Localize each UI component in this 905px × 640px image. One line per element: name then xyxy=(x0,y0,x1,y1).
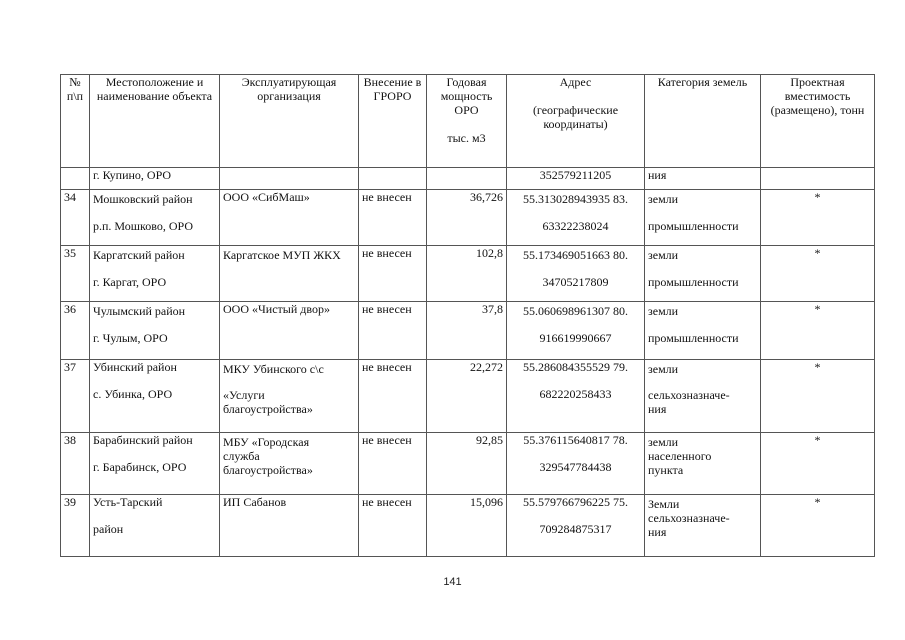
location-settlement: район xyxy=(93,522,124,536)
table-row xyxy=(61,246,875,302)
header-capacity-title: Годовая мощность ОРО xyxy=(440,75,493,117)
cell-location xyxy=(90,246,220,302)
header-num: № п\п xyxy=(61,75,90,168)
land-line-2: промышленности xyxy=(648,331,739,345)
location-settlement: г. Каргат, ОРО xyxy=(93,275,167,289)
cell-num: 37 xyxy=(61,360,90,433)
cell-num xyxy=(61,168,90,190)
cell-design: * xyxy=(761,302,875,360)
cell-land: ния xyxy=(645,168,761,190)
location-district: Чулымский район xyxy=(93,304,186,318)
cell-address: 352579211205 xyxy=(507,168,645,190)
address-lon: 63322238024 xyxy=(542,219,609,233)
header-operator: Эксплуатирующая организация xyxy=(220,75,359,168)
address-lat: 55.286084355529 79. xyxy=(523,360,628,374)
address-lon: 682220258433 xyxy=(539,387,612,401)
cell-design: * xyxy=(761,190,875,246)
location-settlement: р.п. Мошково, ОРО xyxy=(93,219,193,233)
cell-num: 35 xyxy=(61,246,90,302)
operator-line-2: «Услуги благоустройства» xyxy=(223,388,313,416)
header-location: Местоположение и наименование объекта xyxy=(90,75,220,168)
cell-operator: ИП Сабанов xyxy=(220,495,359,557)
cell-num: 38 xyxy=(61,433,90,495)
location-settlement: г. Барабинск, ОРО xyxy=(93,460,187,474)
cell-capacity xyxy=(427,168,507,190)
cell-operator: ООО «Чистый двор» xyxy=(220,302,359,360)
table-row xyxy=(61,302,875,360)
address-lon: 709284875317 xyxy=(539,522,612,536)
cell-num: 36 xyxy=(61,302,90,360)
cell-address xyxy=(507,190,645,246)
cell-land xyxy=(645,190,761,246)
cell-address xyxy=(507,246,645,302)
cell-operator xyxy=(220,168,359,190)
land-line-1: земли xyxy=(648,192,679,206)
land-line-1: земли xyxy=(648,248,679,262)
cell-location xyxy=(90,495,220,557)
cell-location xyxy=(90,190,220,246)
address-lat: 55.313028943935 83. xyxy=(523,192,628,206)
cell-capacity: 36,726 xyxy=(427,190,507,246)
cell-capacity: 92,85 xyxy=(427,433,507,495)
cell-registry: не внесен xyxy=(359,190,427,246)
table-row-continuation xyxy=(61,168,875,190)
location-district: Усть-Тарский xyxy=(93,495,163,509)
cell-registry: не внесен xyxy=(359,246,427,302)
cell-land: Земли сельхозназначе-ния xyxy=(645,495,761,557)
cell-num: 39 xyxy=(61,495,90,557)
table-header-row xyxy=(61,75,875,168)
land-line-2: сельхозназначе-ния xyxy=(648,388,730,416)
cell-land xyxy=(645,246,761,302)
cell-land: земли населенного пункта xyxy=(645,433,761,495)
cell-operator xyxy=(220,360,359,433)
cell-design: * xyxy=(761,433,875,495)
location-district: Убинский район xyxy=(93,360,177,374)
table-row xyxy=(61,495,875,557)
land-line-2: промышленности xyxy=(648,219,739,233)
cell-location xyxy=(90,302,220,360)
cell-land xyxy=(645,302,761,360)
cell-design: * xyxy=(761,360,875,433)
header-capacity-unit: тыс. м3 xyxy=(447,131,486,145)
waste-facilities-table xyxy=(60,74,875,557)
cell-operator: МБУ «Городская служба благоустройства» xyxy=(220,433,359,495)
header-address-title: Адрес xyxy=(559,75,592,89)
cell-address xyxy=(507,302,645,360)
address-lon: 34705217809 xyxy=(542,275,609,289)
operator-line-1: МКУ Убинского с\с xyxy=(223,362,324,376)
cell-num: 34 xyxy=(61,190,90,246)
cell-registry: не внесен xyxy=(359,360,427,433)
cell-capacity: 22,272 xyxy=(427,360,507,433)
cell-design: * xyxy=(761,246,875,302)
cell-registry: не внесен xyxy=(359,302,427,360)
cell-address xyxy=(507,433,645,495)
header-capacity xyxy=(427,75,507,168)
land-line-1: земли xyxy=(648,362,679,376)
cell-registry xyxy=(359,168,427,190)
table-row xyxy=(61,360,875,433)
address-lat: 55.579766796225 75. xyxy=(523,495,628,509)
address-lat: 55.173469051663 80. xyxy=(523,248,628,262)
cell-address xyxy=(507,360,645,433)
location-district: Барабинский район xyxy=(93,433,193,447)
cell-land xyxy=(645,360,761,433)
cell-capacity: 15,096 xyxy=(427,495,507,557)
page-number: 141 xyxy=(443,576,462,588)
location-settlement: с. Убинка, ОРО xyxy=(93,387,173,401)
location-district: Мошковский район xyxy=(93,192,193,206)
address-lon: 329547784438 xyxy=(539,460,612,474)
cell-operator: Каргатское МУП ЖКХ xyxy=(220,246,359,302)
header-design: Проектная вместимость (размещено), тонн xyxy=(761,75,875,168)
header-land: Категория земель xyxy=(645,75,761,168)
location-district: Каргатский район xyxy=(93,248,185,262)
cell-location xyxy=(90,433,220,495)
cell-registry: не внесен xyxy=(359,495,427,557)
cell-address xyxy=(507,495,645,557)
land-line-1: земли xyxy=(648,304,679,318)
cell-capacity: 37,8 xyxy=(427,302,507,360)
table-row xyxy=(61,433,875,495)
address-lat: 55.376115640817 78. xyxy=(523,433,628,447)
location-settlement: г. Чулым, ОРО xyxy=(93,331,168,345)
header-address-coords: (географические координаты) xyxy=(532,103,619,131)
land-line-2: промышленности xyxy=(648,275,739,289)
cell-location: г. Купино, ОРО xyxy=(90,168,220,190)
cell-capacity: 102,8 xyxy=(427,246,507,302)
header-registry: Внесение в ГРОРО xyxy=(359,75,427,168)
header-address xyxy=(507,75,645,168)
cell-location xyxy=(90,360,220,433)
cell-design: * xyxy=(761,495,875,557)
cell-registry: не внесен xyxy=(359,433,427,495)
address-lon: 916619990667 xyxy=(539,331,612,345)
table-row xyxy=(61,190,875,246)
cell-design xyxy=(761,168,875,190)
cell-operator: ООО «СибМаш» xyxy=(220,190,359,246)
address-lat: 55.060698961307 80. xyxy=(523,304,628,318)
